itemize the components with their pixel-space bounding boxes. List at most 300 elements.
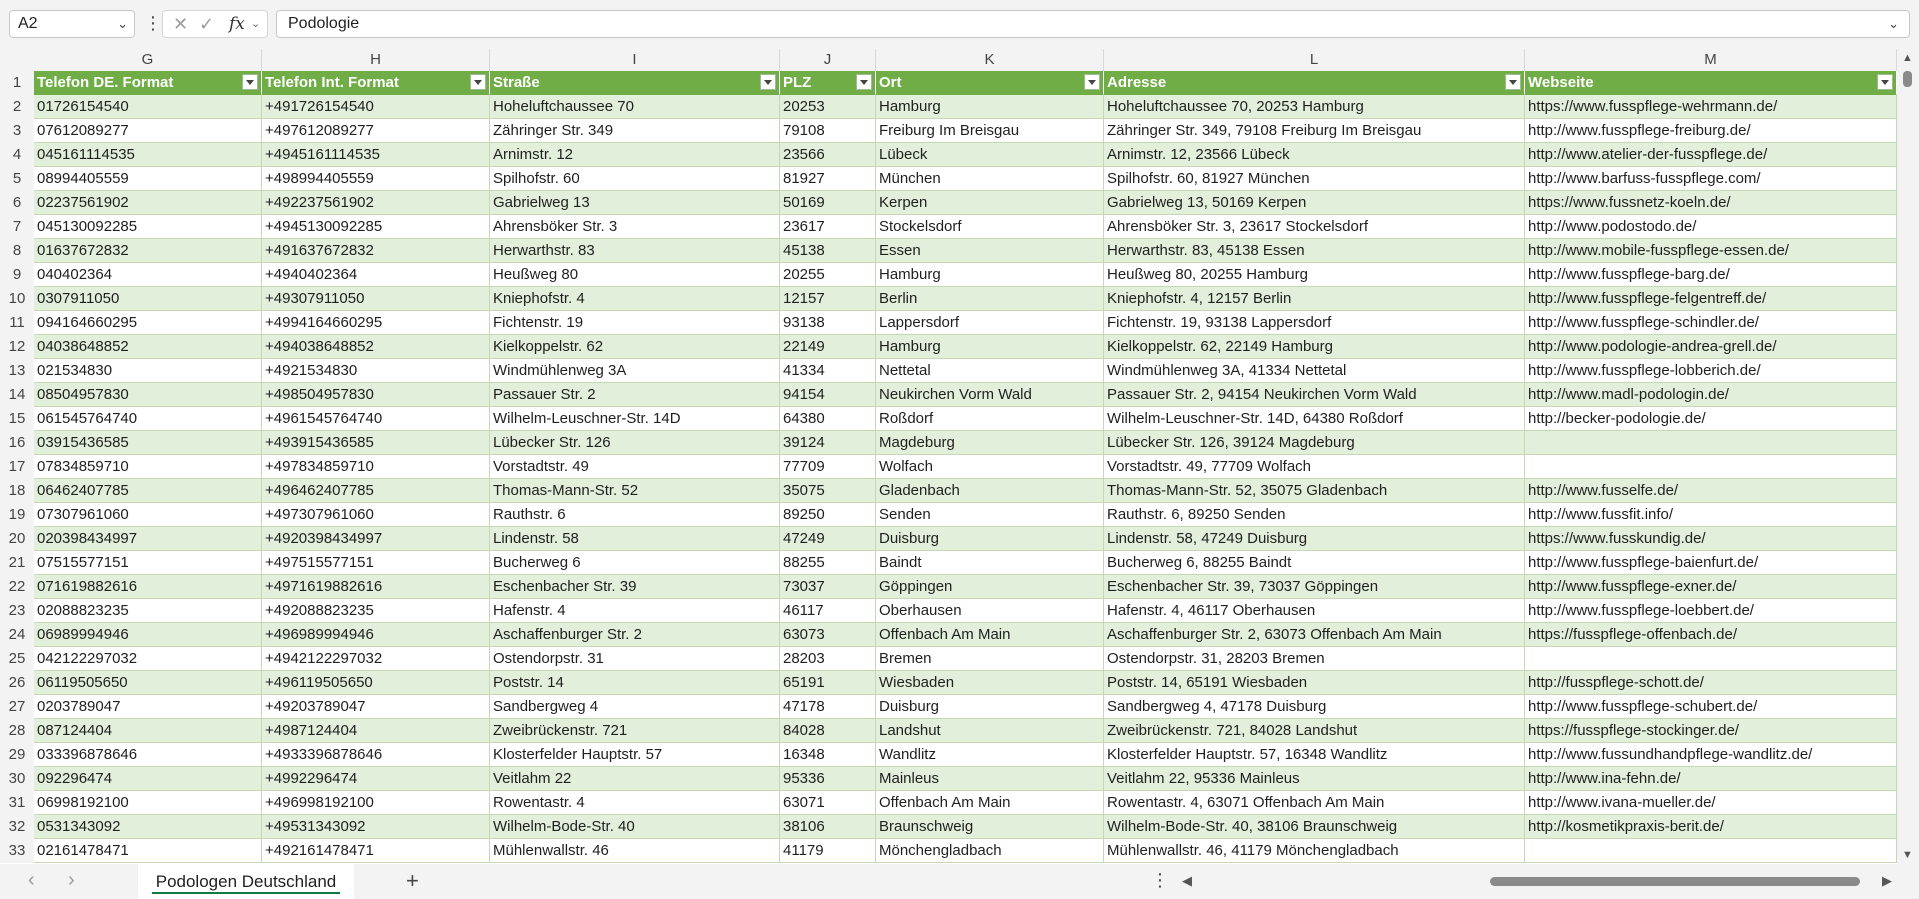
table-cell[interactable]: 47178 <box>780 695 876 719</box>
table-cell[interactable]: Duisburg <box>876 527 1104 551</box>
table-cell[interactable]: +4971619882616 <box>262 575 490 599</box>
table-header-cell[interactable] <box>876 71 1104 95</box>
table-cell[interactable]: Fichtenstr. 19, 93138 Lappersdorf <box>1104 311 1525 335</box>
table-cell[interactable]: Göppingen <box>876 575 1104 599</box>
table-cell[interactable]: Spilhofstr. 60 <box>490 167 780 191</box>
table-cell[interactable]: +4940402364 <box>262 263 490 287</box>
more-vertical-icon[interactable]: ⋮ <box>144 13 162 33</box>
table-cell[interactable]: 39124 <box>780 431 876 455</box>
table-cell[interactable]: Offenbach Am Main <box>876 623 1104 647</box>
table-cell[interactable]: 06119505650 <box>34 671 262 695</box>
table-cell[interactable]: http://fusspflege-schott.de/ <box>1525 671 1897 695</box>
table-cell[interactable]: Windmühlenweg 3A <box>490 359 780 383</box>
table-cell[interactable]: München <box>876 167 1104 191</box>
table-cell[interactable]: http://www.fusspflege-schindler.de/ <box>1525 311 1897 335</box>
table-cell[interactable]: Zweibrückenstr. 721, 84028 Landshut <box>1104 719 1525 743</box>
insert-function-icon[interactable]: fx <box>229 14 245 34</box>
table-header-cell[interactable] <box>262 71 490 95</box>
filter-dropdown-icon[interactable] <box>242 74 258 90</box>
filter-dropdown-icon[interactable] <box>1084 74 1100 90</box>
table-cell[interactable]: 08994405559 <box>34 167 262 191</box>
table-cell[interactable]: 47249 <box>780 527 876 551</box>
table-cell[interactable]: 77709 <box>780 455 876 479</box>
table-cell[interactable]: Vorstadtstr. 49, 77709 Wolfach <box>1104 455 1525 479</box>
table-cell[interactable]: Braunschweig <box>876 815 1104 839</box>
scroll-left-icon[interactable]: ◀ <box>1182 873 1192 888</box>
filter-dropdown-icon[interactable] <box>470 74 486 90</box>
column-header-m[interactable]: M <box>1525 49 1897 71</box>
table-cell[interactable]: Thomas-Mann-Str. 52, 35075 Gladenbach <box>1104 479 1525 503</box>
cancel-icon[interactable]: ✕ <box>173 14 189 34</box>
table-cell[interactable]: Mainleus <box>876 767 1104 791</box>
table-cell[interactable]: http://www.madl-podologin.de/ <box>1525 383 1897 407</box>
row-header[interactable]: 20 <box>0 527 34 551</box>
table-cell[interactable] <box>1525 431 1897 455</box>
table-cell[interactable]: +4942122297032 <box>262 647 490 671</box>
row-header[interactable]: 22 <box>0 575 34 599</box>
row-header[interactable]: 29 <box>0 743 34 767</box>
table-cell[interactable]: Fichtenstr. 19 <box>490 311 780 335</box>
table-cell[interactable]: 06462407785 <box>34 479 262 503</box>
table-cell[interactable]: Gladenbach <box>876 479 1104 503</box>
table-header-cell[interactable] <box>490 71 780 95</box>
row-header[interactable]: 26 <box>0 671 34 695</box>
table-cell[interactable]: 63071 <box>780 791 876 815</box>
scroll-down-icon[interactable]: ▼ <box>1902 849 1913 861</box>
table-cell[interactable]: https://www.fusspflege-wehrmann.de/ <box>1525 95 1897 119</box>
filter-dropdown-icon[interactable] <box>760 74 776 90</box>
table-cell[interactable]: 0531343092 <box>34 815 262 839</box>
table-cell[interactable]: Passauer Str. 2, 94154 Neukirchen Vorm Wald <box>1104 383 1525 407</box>
table-header-cell[interactable] <box>1525 71 1897 95</box>
column-header-i[interactable]: I <box>490 49 780 71</box>
table-cell[interactable]: Lübecker Str. 126, 39124 Magdeburg <box>1104 431 1525 455</box>
table-cell[interactable]: Wilhelm-Leuschner-Str. 14D <box>490 407 780 431</box>
table-cell[interactable]: http://www.ivana-mueller.de/ <box>1525 791 1897 815</box>
row-header[interactable]: 14 <box>0 383 34 407</box>
table-cell[interactable]: +496989994946 <box>262 623 490 647</box>
table-cell[interactable]: +494038648852 <box>262 335 490 359</box>
table-cell[interactable]: Wiesbaden <box>876 671 1104 695</box>
table-cell[interactable]: 02088823235 <box>34 599 262 623</box>
table-cell[interactable]: 20255 <box>780 263 876 287</box>
table-cell[interactable]: Hamburg <box>876 263 1104 287</box>
table-cell[interactable]: https://fusspflege-offenbach.de/ <box>1525 623 1897 647</box>
chevron-down-icon[interactable]: ⌄ <box>251 18 261 30</box>
table-cell[interactable]: +492237561902 <box>262 191 490 215</box>
table-cell[interactable]: +4945130092285 <box>262 215 490 239</box>
row-header[interactable]: 25 <box>0 647 34 671</box>
table-cell[interactable]: Bucherweg 6, 88255 Baindt <box>1104 551 1525 575</box>
row-header[interactable]: 10 <box>0 287 34 311</box>
table-cell[interactable]: 84028 <box>780 719 876 743</box>
table-cell[interactable]: Gabrielweg 13, 50169 Kerpen <box>1104 191 1525 215</box>
table-cell[interactable]: http://www.fusspflege-lobberich.de/ <box>1525 359 1897 383</box>
table-cell[interactable]: Heußweg 80, 20255 Hamburg <box>1104 263 1525 287</box>
table-cell[interactable]: Kerpen <box>876 191 1104 215</box>
table-cell[interactable]: 021534830 <box>34 359 262 383</box>
table-cell[interactable]: 08504957830 <box>34 383 262 407</box>
row-header[interactable]: 1 <box>0 71 34 95</box>
table-cell[interactable]: 02161478471 <box>34 839 262 863</box>
table-cell[interactable]: +496998192100 <box>262 791 490 815</box>
table-cell[interactable]: 93138 <box>780 311 876 335</box>
table-cell[interactable]: +4987124404 <box>262 719 490 743</box>
table-cell[interactable]: Roßdorf <box>876 407 1104 431</box>
table-cell[interactable]: 89250 <box>780 503 876 527</box>
table-cell[interactable]: +49531343092 <box>262 815 490 839</box>
table-cell[interactable]: Klosterfelder Hauptstr. 57 <box>490 743 780 767</box>
table-cell[interactable]: Wandlitz <box>876 743 1104 767</box>
row-header[interactable]: 21 <box>0 551 34 575</box>
table-cell[interactable]: Oberhausen <box>876 599 1104 623</box>
table-cell[interactable]: Hoheluftchaussee 70, 20253 Hamburg <box>1104 95 1525 119</box>
table-cell[interactable]: Poststr. 14, 65191 Wiesbaden <box>1104 671 1525 695</box>
table-cell[interactable]: +4945161114535 <box>262 143 490 167</box>
table-cell[interactable]: http://becker-podologie.de/ <box>1525 407 1897 431</box>
table-cell[interactable]: 95336 <box>780 767 876 791</box>
table-cell[interactable]: +497834859710 <box>262 455 490 479</box>
table-cell[interactable]: http://www.fusspflege-schubert.de/ <box>1525 695 1897 719</box>
table-cell[interactable]: Freiburg Im Breisgau <box>876 119 1104 143</box>
table-cell[interactable]: Lindenstr. 58 <box>490 527 780 551</box>
table-cell[interactable]: Neukirchen Vorm Wald <box>876 383 1104 407</box>
table-cell[interactable]: http://www.podologie-andrea-grell.de/ <box>1525 335 1897 359</box>
row-header[interactable]: 30 <box>0 767 34 791</box>
table-cell[interactable]: Lappersdorf <box>876 311 1104 335</box>
table-cell[interactable]: +496462407785 <box>262 479 490 503</box>
scroll-up-icon[interactable]: ▲ <box>1902 52 1913 64</box>
row-header[interactable]: 6 <box>0 191 34 215</box>
table-cell[interactable]: Wilhelm-Leuschner-Str. 14D, 64380 Roßdorf <box>1104 407 1525 431</box>
table-cell[interactable]: +49307911050 <box>262 287 490 311</box>
table-cell[interactable]: 23566 <box>780 143 876 167</box>
table-cell[interactable]: +492161478471 <box>262 839 490 863</box>
filter-dropdown-icon[interactable] <box>1877 74 1893 90</box>
table-cell[interactable]: 01637672832 <box>34 239 262 263</box>
table-cell[interactable]: +4961545764740 <box>262 407 490 431</box>
table-cell[interactable]: Magdeburg <box>876 431 1104 455</box>
enter-check-icon[interactable]: ✓ <box>199 14 215 34</box>
previous-sheet-icon[interactable]: ‹ <box>28 869 35 891</box>
table-cell[interactable] <box>1525 647 1897 671</box>
table-cell[interactable]: Wolfach <box>876 455 1104 479</box>
table-cell[interactable] <box>1525 455 1897 479</box>
table-cell[interactable]: 020398434997 <box>34 527 262 551</box>
column-header-j[interactable]: J <box>780 49 876 71</box>
table-cell[interactable]: Veitlahm 22 <box>490 767 780 791</box>
table-cell[interactable]: Sandbergweg 4, 47178 Duisburg <box>1104 695 1525 719</box>
table-cell[interactable]: http://www.fusspflege-barg.de/ <box>1525 263 1897 287</box>
table-cell[interactable]: 042122297032 <box>34 647 262 671</box>
table-cell[interactable]: Windmühlenweg 3A, 41334 Nettetal <box>1104 359 1525 383</box>
table-cell[interactable]: Eschenbacher Str. 39, 73037 Göppingen <box>1104 575 1525 599</box>
row-header[interactable]: 11 <box>0 311 34 335</box>
table-cell[interactable]: Kielkoppelstr. 62 <box>490 335 780 359</box>
table-cell[interactable]: Wilhelm-Bode-Str. 40 <box>490 815 780 839</box>
chevron-down-icon[interactable]: ⌄ <box>117 16 128 31</box>
column-header-h[interactable]: H <box>262 49 490 71</box>
table-cell[interactable]: http://www.fussundhandpflege-wandlitz.de/ <box>1525 743 1897 767</box>
row-header[interactable]: 8 <box>0 239 34 263</box>
table-cell[interactable]: 087124404 <box>34 719 262 743</box>
table-cell[interactable]: Kniephofstr. 4 <box>490 287 780 311</box>
table-cell[interactable]: Essen <box>876 239 1104 263</box>
table-cell[interactable]: Veitlahm 22, 95336 Mainleus <box>1104 767 1525 791</box>
table-cell[interactable]: 22149 <box>780 335 876 359</box>
vertical-scrollbar[interactable] <box>1897 49 1919 864</box>
table-cell[interactable]: 73037 <box>780 575 876 599</box>
table-cell[interactable]: Lübeck <box>876 143 1104 167</box>
table-cell[interactable] <box>1525 839 1897 863</box>
name-box[interactable] <box>9 10 135 38</box>
add-sheet-icon[interactable]: + <box>406 868 419 893</box>
table-cell[interactable]: 01726154540 <box>34 95 262 119</box>
table-cell[interactable]: 79108 <box>780 119 876 143</box>
table-cell[interactable]: Wilhelm-Bode-Str. 40, 38106 Braunschweig <box>1104 815 1525 839</box>
more-vertical-icon[interactable]: ⋮ <box>1151 870 1169 890</box>
table-cell[interactable]: http://www.mobile-fusspflege-essen.de/ <box>1525 239 1897 263</box>
select-all-corner[interactable] <box>0 49 34 71</box>
table-cell[interactable]: +496119505650 <box>262 671 490 695</box>
table-cell[interactable]: 81927 <box>780 167 876 191</box>
table-cell[interactable]: 23617 <box>780 215 876 239</box>
filter-dropdown-icon[interactable] <box>856 74 872 90</box>
table-cell[interactable]: Rauthstr. 6, 89250 Senden <box>1104 503 1525 527</box>
table-cell[interactable]: +4921534830 <box>262 359 490 383</box>
table-cell[interactable]: 03915436585 <box>34 431 262 455</box>
table-cell[interactable]: 20253 <box>780 95 876 119</box>
table-cell[interactable]: 094164660295 <box>34 311 262 335</box>
table-cell[interactable]: +49203789047 <box>262 695 490 719</box>
table-cell[interactable]: +4933396878646 <box>262 743 490 767</box>
table-cell[interactable]: Kielkoppelstr. 62, 22149 Hamburg <box>1104 335 1525 359</box>
table-cell[interactable]: 45138 <box>780 239 876 263</box>
table-cell[interactable]: +497515577151 <box>262 551 490 575</box>
table-cell[interactable]: +492088823235 <box>262 599 490 623</box>
table-cell[interactable]: +4992296474 <box>262 767 490 791</box>
table-cell[interactable]: +498504957830 <box>262 383 490 407</box>
table-cell[interactable]: Zweibrückenstr. 721 <box>490 719 780 743</box>
table-cell[interactable]: 045130092285 <box>34 215 262 239</box>
column-header-l[interactable]: L <box>1104 49 1525 71</box>
table-cell[interactable]: 63073 <box>780 623 876 647</box>
table-cell[interactable]: Landshut <box>876 719 1104 743</box>
table-cell[interactable]: Ahrensböker Str. 3, 23617 Stockelsdorf <box>1104 215 1525 239</box>
table-cell[interactable]: 12157 <box>780 287 876 311</box>
table-cell[interactable]: Spilhofstr. 60, 81927 München <box>1104 167 1525 191</box>
table-cell[interactable]: 65191 <box>780 671 876 695</box>
table-cell[interactable]: Arnimstr. 12 <box>490 143 780 167</box>
table-cell[interactable]: +4920398434997 <box>262 527 490 551</box>
table-header-cell[interactable] <box>1104 71 1525 95</box>
table-cell[interactable]: Lübecker Str. 126 <box>490 431 780 455</box>
table-cell[interactable]: Herwarthstr. 83, 45138 Essen <box>1104 239 1525 263</box>
table-cell[interactable]: Zähringer Str. 349 <box>490 119 780 143</box>
table-cell[interactable]: Hoheluftchaussee 70 <box>490 95 780 119</box>
table-cell[interactable]: +497307961060 <box>262 503 490 527</box>
table-cell[interactable]: Eschenbacher Str. 39 <box>490 575 780 599</box>
table-header-cell[interactable] <box>34 71 262 95</box>
row-header[interactable]: 19 <box>0 503 34 527</box>
table-cell[interactable]: 38106 <box>780 815 876 839</box>
table-cell[interactable]: 02237561902 <box>34 191 262 215</box>
row-header[interactable]: 17 <box>0 455 34 479</box>
table-cell[interactable]: http://www.atelier-der-fusspflege.de/ <box>1525 143 1897 167</box>
table-cell[interactable]: Hafenstr. 4 <box>490 599 780 623</box>
table-cell[interactable]: Hamburg <box>876 95 1104 119</box>
table-cell[interactable]: https://fusspflege-stockinger.de/ <box>1525 719 1897 743</box>
table-cell[interactable]: 092296474 <box>34 767 262 791</box>
table-cell[interactable]: https://www.fussnetz-koeln.de/ <box>1525 191 1897 215</box>
vertical-scroll-thumb[interactable] <box>1903 71 1912 87</box>
table-cell[interactable]: http://www.fusspflege-felgentreff.de/ <box>1525 287 1897 311</box>
table-cell[interactable]: http://www.podostodo.de/ <box>1525 215 1897 239</box>
table-cell[interactable]: Bremen <box>876 647 1104 671</box>
table-cell[interactable]: Duisburg <box>876 695 1104 719</box>
scroll-right-icon[interactable]: ▶ <box>1882 873 1892 888</box>
table-cell[interactable]: http://www.barfuss-fusspflege.com/ <box>1525 167 1897 191</box>
table-cell[interactable]: http://www.fussfit.info/ <box>1525 503 1897 527</box>
table-cell[interactable]: +491637672832 <box>262 239 490 263</box>
table-cell[interactable]: Hafenstr. 4, 46117 Oberhausen <box>1104 599 1525 623</box>
table-cell[interactable]: 0307911050 <box>34 287 262 311</box>
table-cell[interactable]: 07515577151 <box>34 551 262 575</box>
table-cell[interactable]: +497612089277 <box>262 119 490 143</box>
row-header[interactable]: 31 <box>0 791 34 815</box>
table-cell[interactable]: Stockelsdorf <box>876 215 1104 239</box>
horizontal-scroll-thumb[interactable] <box>1490 877 1860 886</box>
table-header-cell[interactable] <box>780 71 876 95</box>
row-header[interactable]: 27 <box>0 695 34 719</box>
column-header-g[interactable]: G <box>34 49 262 71</box>
table-cell[interactable]: 04038648852 <box>34 335 262 359</box>
table-cell[interactable]: 28203 <box>780 647 876 671</box>
row-header[interactable]: 2 <box>0 95 34 119</box>
expand-formula-bar-icon[interactable]: ⌄ <box>1888 16 1899 31</box>
table-cell[interactable]: Rowentastr. 4 <box>490 791 780 815</box>
row-header[interactable]: 12 <box>0 335 34 359</box>
row-header[interactable]: 3 <box>0 119 34 143</box>
spreadsheet-grid[interactable] <box>0 49 1919 864</box>
table-cell[interactable]: http://www.fusspflege-freiburg.de/ <box>1525 119 1897 143</box>
column-header-k[interactable]: K <box>876 49 1104 71</box>
table-cell[interactable]: Baindt <box>876 551 1104 575</box>
table-cell[interactable]: Poststr. 14 <box>490 671 780 695</box>
table-cell[interactable]: 033396878646 <box>34 743 262 767</box>
table-cell[interactable]: 040402364 <box>34 263 262 287</box>
row-header[interactable]: 7 <box>0 215 34 239</box>
row-header[interactable]: 16 <box>0 431 34 455</box>
sheet-tab-podologen-deutschland[interactable] <box>138 864 354 899</box>
table-cell[interactable]: 64380 <box>780 407 876 431</box>
table-cell[interactable]: 88255 <box>780 551 876 575</box>
formula-input[interactable] <box>276 10 1910 38</box>
table-cell[interactable]: Mühlenwallstr. 46, 41179 Mönchengladbach <box>1104 839 1525 863</box>
filter-dropdown-icon[interactable] <box>1505 74 1521 90</box>
table-cell[interactable]: Rowentastr. 4, 63071 Offenbach Am Main <box>1104 791 1525 815</box>
table-cell[interactable]: Mühlenwallstr. 46 <box>490 839 780 863</box>
row-header[interactable]: 5 <box>0 167 34 191</box>
table-cell[interactable]: 07834859710 <box>34 455 262 479</box>
table-cell[interactable]: Sandbergweg 4 <box>490 695 780 719</box>
row-header[interactable]: 33 <box>0 839 34 863</box>
table-cell[interactable]: http://www.fusspflege-loebbert.de/ <box>1525 599 1897 623</box>
row-header[interactable]: 24 <box>0 623 34 647</box>
row-header[interactable]: 15 <box>0 407 34 431</box>
table-cell[interactable]: +498994405559 <box>262 167 490 191</box>
row-header[interactable]: 18 <box>0 479 34 503</box>
table-cell[interactable]: 045161114535 <box>34 143 262 167</box>
table-cell[interactable]: 94154 <box>780 383 876 407</box>
table-cell[interactable]: 06989994946 <box>34 623 262 647</box>
row-header[interactable]: 4 <box>0 143 34 167</box>
table-cell[interactable]: Passauer Str. 2 <box>490 383 780 407</box>
table-cell[interactable]: Aschaffenburger Str. 2, 63073 Offenbach Am Main <box>1104 623 1525 647</box>
table-cell[interactable]: 07612089277 <box>34 119 262 143</box>
table-cell[interactable]: +4994164660295 <box>262 311 490 335</box>
row-header[interactable]: 23 <box>0 599 34 623</box>
table-cell[interactable]: http://www.fusspflege-baienfurt.de/ <box>1525 551 1897 575</box>
table-cell[interactable]: Senden <box>876 503 1104 527</box>
table-cell[interactable]: http://www.fusselfe.de/ <box>1525 479 1897 503</box>
table-cell[interactable]: Ostendorpstr. 31 <box>490 647 780 671</box>
table-cell[interactable]: Thomas-Mann-Str. 52 <box>490 479 780 503</box>
table-cell[interactable]: 061545764740 <box>34 407 262 431</box>
table-cell[interactable]: +493915436585 <box>262 431 490 455</box>
table-cell[interactable]: 35075 <box>780 479 876 503</box>
table-cell[interactable]: http://www.ina-fehn.de/ <box>1525 767 1897 791</box>
table-cell[interactable]: Bucherweg 6 <box>490 551 780 575</box>
table-cell[interactable]: Rauthstr. 6 <box>490 503 780 527</box>
table-cell[interactable]: 50169 <box>780 191 876 215</box>
table-cell[interactable]: Kniephofstr. 4, 12157 Berlin <box>1104 287 1525 311</box>
table-cell[interactable]: 41334 <box>780 359 876 383</box>
table-cell[interactable]: Klosterfelder Hauptstr. 57, 16348 Wandlitz <box>1104 743 1525 767</box>
table-cell[interactable]: 07307961060 <box>34 503 262 527</box>
row-header[interactable]: 28 <box>0 719 34 743</box>
table-cell[interactable]: Nettetal <box>876 359 1104 383</box>
table-cell[interactable]: https://www.fusskundig.de/ <box>1525 527 1897 551</box>
table-cell[interactable]: 071619882616 <box>34 575 262 599</box>
table-cell[interactable]: Berlin <box>876 287 1104 311</box>
table-cell[interactable]: 41179 <box>780 839 876 863</box>
table-cell[interactable]: 16348 <box>780 743 876 767</box>
table-cell[interactable]: Lindenstr. 58, 47249 Duisburg <box>1104 527 1525 551</box>
table-cell[interactable]: Hamburg <box>876 335 1104 359</box>
table-cell[interactable]: Arnimstr. 12, 23566 Lübeck <box>1104 143 1525 167</box>
table-cell[interactable]: 46117 <box>780 599 876 623</box>
table-cell[interactable]: Ostendorpstr. 31, 28203 Bremen <box>1104 647 1525 671</box>
table-cell[interactable]: Ahrensböker Str. 3 <box>490 215 780 239</box>
table-cell[interactable]: 06998192100 <box>34 791 262 815</box>
table-cell[interactable]: 0203789047 <box>34 695 262 719</box>
table-cell[interactable]: Vorstadtstr. 49 <box>490 455 780 479</box>
table-cell[interactable]: Gabrielweg 13 <box>490 191 780 215</box>
table-cell[interactable]: +491726154540 <box>262 95 490 119</box>
table-cell[interactable]: Aschaffenburger Str. 2 <box>490 623 780 647</box>
table-cell[interactable]: http://www.fusspflege-exner.de/ <box>1525 575 1897 599</box>
table-cell[interactable]: Mönchengladbach <box>876 839 1104 863</box>
table-cell[interactable]: Zähringer Str. 349, 79108 Freiburg Im Breisgau <box>1104 119 1525 143</box>
table-cell[interactable]: http://kosmetikpraxis-berit.de/ <box>1525 815 1897 839</box>
table-cell[interactable]: Offenbach Am Main <box>876 791 1104 815</box>
next-sheet-icon[interactable]: › <box>68 869 75 891</box>
table-cell[interactable]: Heußweg 80 <box>490 263 780 287</box>
row-header[interactable]: 32 <box>0 815 34 839</box>
row-header[interactable]: 13 <box>0 359 34 383</box>
row-header[interactable]: 9 <box>0 263 34 287</box>
